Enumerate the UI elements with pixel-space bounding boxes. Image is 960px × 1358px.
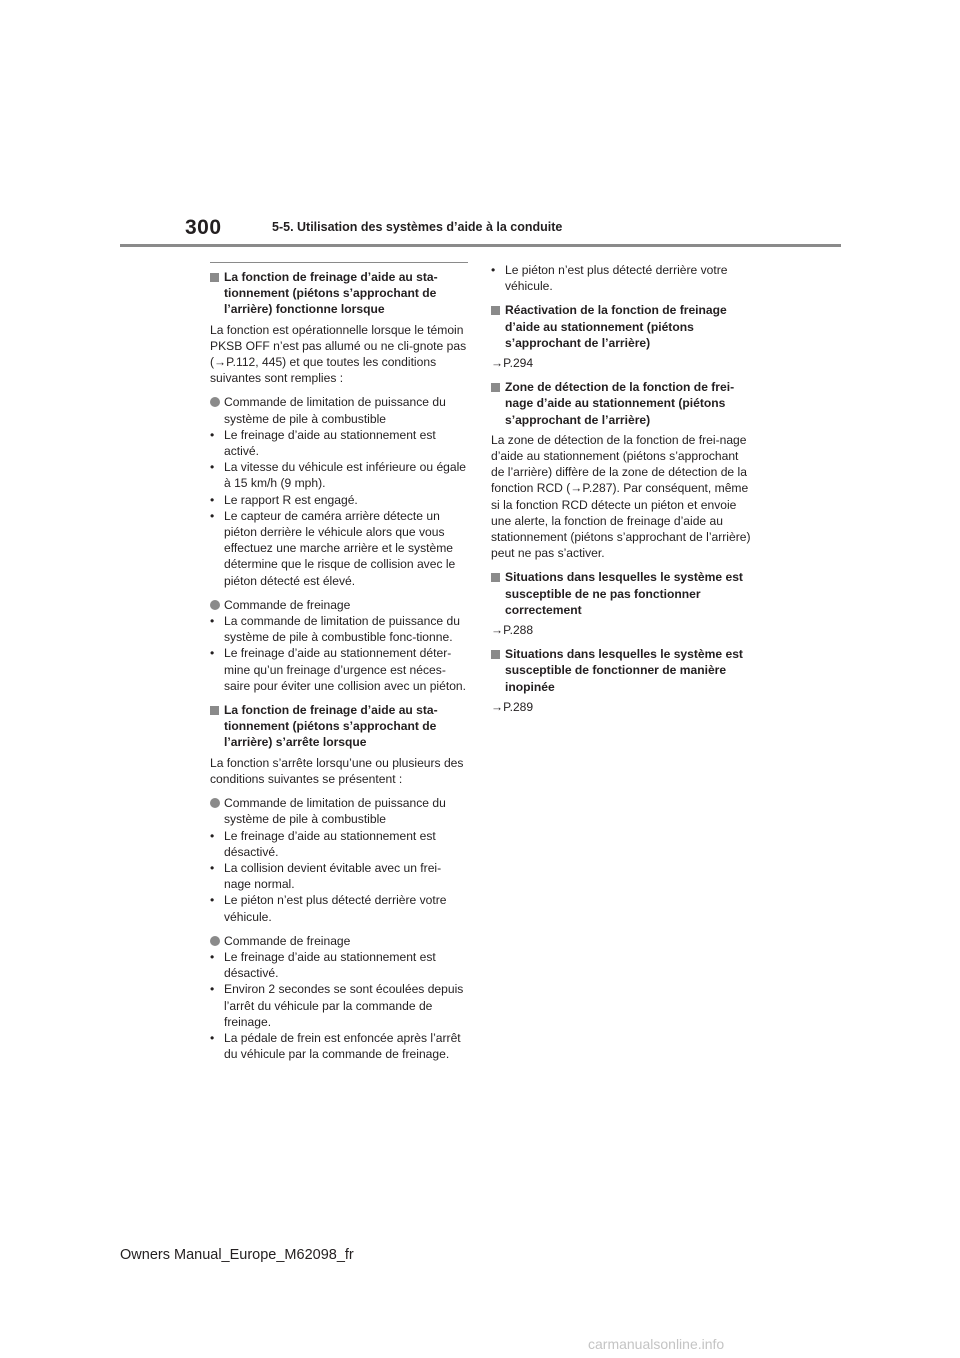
page-reference: →P.289 xyxy=(491,699,534,714)
section-paragraph: La zone de détection de la fonction de frei-nage d’aide au stationnement (piétons s’approchant de l’arrière) diffère de la zone de détection de la fonction RCD (→P.287). Par conséquent, même si la fonction RCD détecte un piéton et envoie une alerte, la fonction de freinage d’aide au stationnement (piétons s’approchant de l’arrière) peut ne pas s’activer. xyxy=(491,432,751,561)
list-item: • Le piéton n’est plus détecté derrière votre véhicule. xyxy=(210,892,468,924)
condition-group xyxy=(210,394,468,588)
condition-group xyxy=(210,597,468,694)
list-item: • Le piéton n’est plus détecté derrière votre véhicule. xyxy=(491,262,753,294)
section-heading: La fonction de freinage d’aide au sta-tionnement (piétons s’approchant de l’arrière) s’arrête lorsque xyxy=(210,702,468,751)
list-item: • La vitesse du véhicule est inférieure ou égale à 15 km/h (9 mph). xyxy=(210,459,468,491)
circle-bullet-icon xyxy=(210,397,220,407)
list-item: • Le freinage d’aide au stationnement est désactivé. xyxy=(210,828,468,860)
left-column xyxy=(210,262,468,1070)
section-heading: Situations dans lesquelles le système est susceptible de fonctionner de manière inopinée xyxy=(491,646,753,695)
list-item: • Le freinage d’aide au stationnement est désactivé. xyxy=(210,949,468,981)
section-heading: Réactivation de la fonction de freinage d’aide au stationnement (piétons s’approchant de l’arrière) xyxy=(491,302,753,351)
page-number: 300 xyxy=(185,216,222,239)
circle-bullet-icon xyxy=(210,798,220,808)
square-bullet-icon xyxy=(491,306,500,315)
right-column xyxy=(491,262,753,723)
section-title: 5-5. Utilisation des systèmes d’aide à la conduite xyxy=(272,220,563,234)
condition-group xyxy=(210,933,468,1063)
circle-bullet-icon xyxy=(210,600,220,610)
section-paragraph: La fonction s’arrête lorsqu’une ou plusieurs des conditions suivantes se présentent : xyxy=(210,755,464,786)
section-paragraph: La fonction est opérationnelle lorsque le témoin PKSB OFF n’est pas allumé ou ne cli-gnote pas (→P.112, 445) et que toutes les conditions suivantes sont remplies : xyxy=(210,322,467,386)
square-bullet-icon xyxy=(210,273,219,282)
bullet-list xyxy=(491,262,753,294)
page-reference: →P.288 xyxy=(491,623,534,638)
watermark: carmanualsonline.info xyxy=(588,1336,725,1352)
list-item: • Le freinage d’aide au stationnement déter-mine qu’un freinage d’urgence est néces-saire pour éviter une collision avec un piéton. xyxy=(210,645,468,694)
header-divider xyxy=(120,244,841,247)
bullet-list xyxy=(210,613,468,694)
condition-group xyxy=(210,795,468,925)
page-reference: →P.294 xyxy=(491,356,534,371)
bullet-list xyxy=(210,828,468,925)
list-item: • Le rapport R est engagé. xyxy=(210,492,468,508)
list-item: • La collision devient évitable avec un frei-nage normal. xyxy=(210,860,468,892)
list-item: • Le capteur de caméra arrière détecte un piéton derrière le véhicule alors que vous effectuez une marche arrière et le système détermine que le risque de collision avec le piéton détecté est élevé. xyxy=(210,508,468,589)
section-heading: Situations dans lesquelles le système est susceptible de ne pas fonctionner correctement xyxy=(491,569,753,618)
group-title: Commande de limitation de puissance du système de pile à combustible xyxy=(210,394,468,426)
circle-bullet-icon xyxy=(210,936,220,946)
square-bullet-icon xyxy=(491,650,500,659)
section-heading: La fonction de freinage d’aide au sta-tionnement (piétons s’approchant de l’arrière) fonctionne lorsque xyxy=(210,269,468,318)
list-item: • La pédale de frein est enfoncée après l’arrêt du véhicule par la commande de freinage. xyxy=(210,1030,468,1062)
document-label: Owners Manual_Europe_M62098_fr xyxy=(120,1247,354,1263)
list-item: • Environ 2 secondes se sont écoulées depuis l’arrêt du véhicule par la commande de freinage. xyxy=(210,981,468,1030)
bullet-list xyxy=(210,427,468,589)
group-title: Commande de limitation de puissance du système de pile à combustible xyxy=(210,795,468,827)
column-divider xyxy=(210,262,468,263)
section-heading: Zone de détection de la fonction de frei-nage d’aide au stationnement (piétons s’approchant de l’arrière) xyxy=(491,379,753,428)
list-item: • Le freinage d’aide au stationnement est activé. xyxy=(210,427,468,459)
square-bullet-icon xyxy=(491,383,500,392)
group-title: Commande de freinage xyxy=(210,933,468,949)
square-bullet-icon xyxy=(491,573,500,582)
bullet-list xyxy=(210,949,468,1062)
list-item: • La commande de limitation de puissance du système de pile à combustible fonc-tionne. xyxy=(210,613,468,645)
group-title: Commande de freinage xyxy=(210,597,468,613)
square-bullet-icon xyxy=(210,706,219,715)
